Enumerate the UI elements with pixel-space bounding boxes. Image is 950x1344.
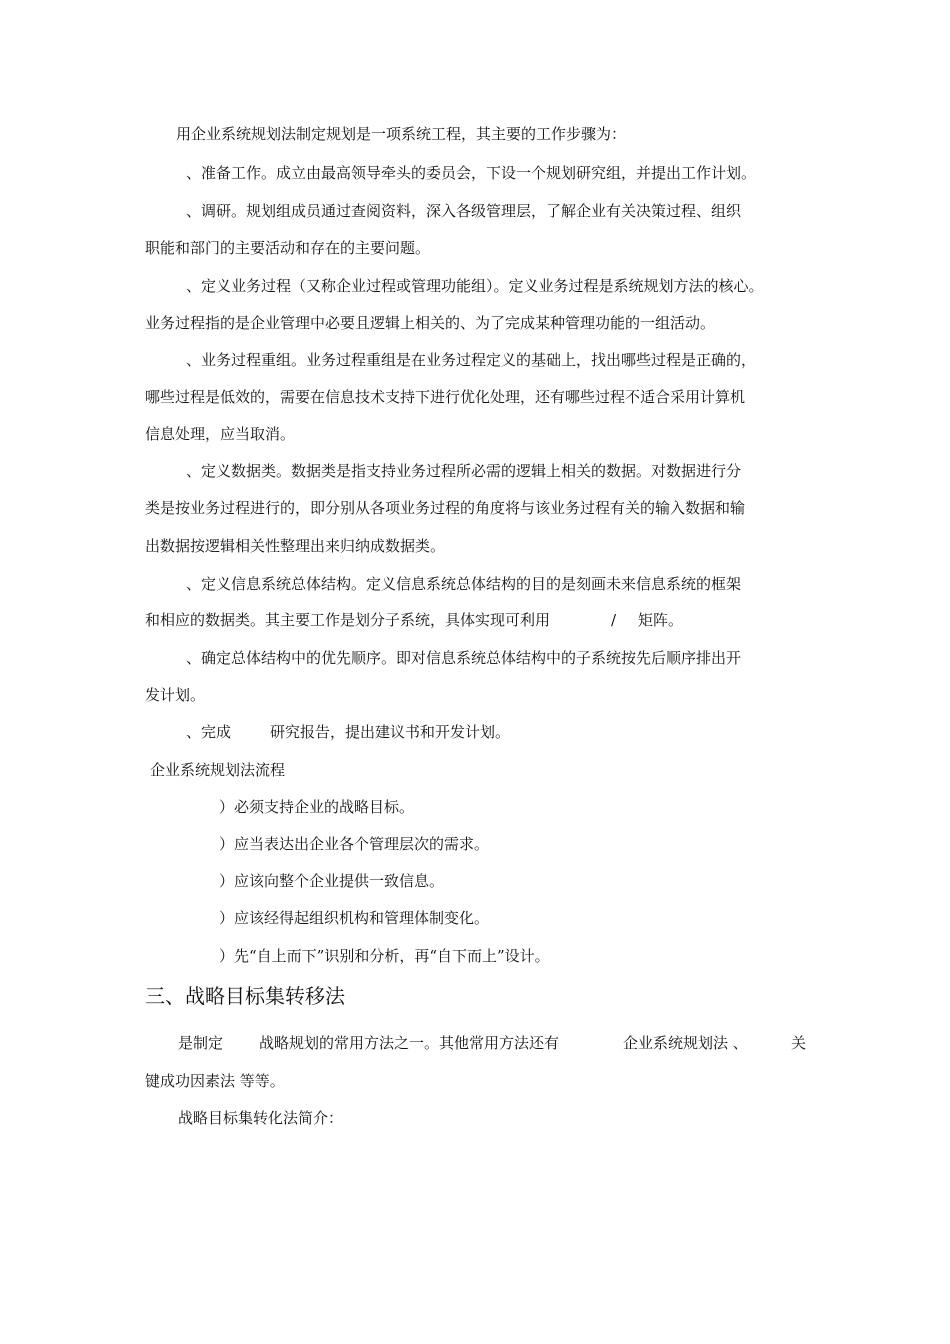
principle-5: ）先“自上而下”识别和分析，再“自下而上”设计。 (219, 947, 550, 965)
step-4-line-1: 、业务过程重组。业务过程重组是在业务过程定义的基础上，找出哪些过程是正确的， (186, 351, 757, 369)
step-6-matrix: 矩阵。 (638, 611, 684, 629)
flow-title: 企业系统规划法流程 (150, 761, 286, 779)
principle-4: ）应该经得起组织机构和管理体制变化。 (219, 909, 490, 927)
step-7-line-2: 发计划。 (145, 686, 206, 704)
step-6-slash: / (611, 611, 617, 629)
step-5-line-2: 类是按业务过程进行的，即分别从各项业务过程的角度将与该业务过程有关的输入数据和输 (145, 499, 746, 517)
para2-part-b: 战略规划的常用方法之一。其他常用方法还有 (259, 1034, 560, 1052)
step-5-line-1: 、定义数据类。数据类是指支持业务过程所必需的逻辑上相关的数据。对数据进行分 (186, 462, 742, 480)
step-3-line-2: 业务过程指的是企业管理中必要且逻辑上相关的、为了完成某种管理功能的一组活动。 (145, 314, 716, 332)
para2-part-c: 企业系统规划法 、 (623, 1034, 748, 1052)
step-2-line-2: 职能和部门的主要活动和存在的主要问题。 (145, 239, 431, 257)
step-4-line-3: 信息处理，应当取消。 (145, 425, 296, 443)
para2-part-a: 是制定 (178, 1034, 224, 1052)
intro-paragraph: 用企业系统规划法制定规划是一项系统工程，其主要的工作步骤为： (176, 125, 627, 143)
step-2-line-1: 、调研。规划组成员通过查阅资料，深入各级管理层，了解企业有关决策过程、组织 (186, 202, 742, 220)
section-heading: 三、战略目标集转移法 (145, 984, 345, 1008)
step-8-part-1: 、完成 (186, 723, 232, 741)
intro2-paragraph: 战略目标集转化法简介： (178, 1109, 344, 1127)
principle-2: ）应当表达出企业各个管理层次的需求。 (219, 835, 490, 853)
step-7-line-1: 、确定总体结构中的优先顺序。即对信息系统总体结构中的子系统按先后顺序排出开 (186, 649, 742, 667)
principle-1: ）必须支持企业的战略目标。 (219, 798, 415, 816)
step-8-part-2: 研究报告，提出建议书和开发计划。 (270, 723, 511, 741)
step-6-line-1: 、定义信息系统总体结构。定义信息系统总体结构的目的是刻画未来信息系统的框架 (186, 575, 742, 593)
principle-3: ）应该向整个企业提供一致信息。 (219, 872, 445, 890)
step-4-line-2: 哪些过程是低效的，需要在信息技术支持下进行优化处理，还有哪些过程不适合采用计算机 (145, 388, 746, 406)
step-6-line-2: 和相应的数据类。其主要工作是划分子系统，具体实现可利用 (145, 611, 551, 629)
para2-part-d: 关 (791, 1034, 807, 1052)
step-3-line-1: 、定义业务过程（又称企业过程或管理功能组）。定义业务过程是系统规划方法的核心。 (186, 277, 764, 295)
step-1: 、准备工作。成立由最高领导牵头的委员会，下设一个规划研究组，并提出工作计划。 (186, 164, 757, 182)
para2-part-e: 键成功因素法 等等。 (145, 1072, 285, 1090)
step-5-line-3: 出数据按逻辑相关性整理出来归纳成数据类。 (145, 537, 446, 555)
